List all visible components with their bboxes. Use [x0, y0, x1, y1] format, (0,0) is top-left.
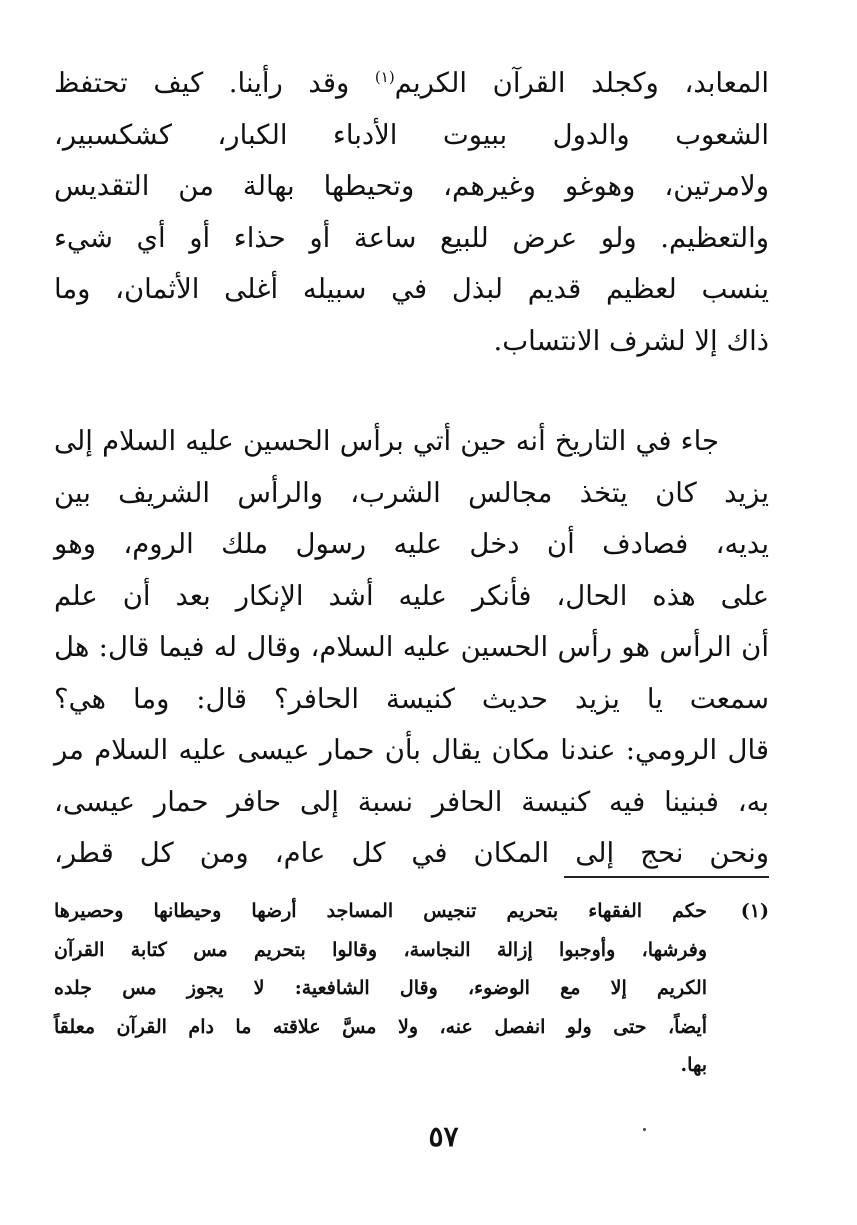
- paragraph-1-line-6: ذاك إلا لشرف الانتساب.: [493, 324, 769, 357]
- paragraph-1-line-3: ولامرتين، وهوغو وغيرهم، وتحيطها بهالة من التقديس: [54, 170, 769, 202]
- footnote-divider: [564, 876, 769, 878]
- footnote-line-1: حكم الفقهاء بتحريم تنجيس المساجد أرضها وحيطانها وحصيرها: [54, 900, 707, 922]
- paragraph-1-line-4: والتعظيم. ولو عرض للبيع ساعة أو حذاء أو أي شيء: [54, 221, 769, 254]
- paragraph-2-line-6: سمعت يا يزيد حديث كنيسة الحافر؟ قال: وما هي؟: [54, 682, 769, 715]
- paragraph-2-line-4: على هذه الحال، فأنكر عليه أشد الإنكار بعد أن علم: [54, 579, 769, 612]
- paragraph-1-line-1-head: المعابد، وكجلد القرآن الكريم: [394, 67, 769, 99]
- footnote-line-4: أيضاً، حتى ولو انفصل عنه، ولا مسَّ علاقته ما دام القرآن معلقاً: [54, 1015, 707, 1038]
- footnote-reference: (١): [374, 67, 395, 86]
- footnote-line-3: الكريم إلا مع الوضوء، وقال الشافعية: لا يجوز مس جلده: [54, 977, 707, 999]
- paragraph-2-line-7: قال الرومي: عندنا مكان يقال بأن حمار عيسى عليه السلام مر: [54, 734, 769, 766]
- paragraph-2-line-2: يزيد كان يتخذ مجالس الشرب، والرأس الشريف بين: [54, 476, 769, 509]
- paragraph-2-line-5: أن الرأس هو رأس الحسين عليه السلام، وقال له فيما قال: هل: [54, 631, 769, 663]
- footnote-line-5: بها.: [680, 1054, 707, 1076]
- footnote-line-2: وفرشها، وأوجبوا إزالة النجاسة، وقالوا بتحريم مس كتابة القرآن: [54, 938, 707, 961]
- footnote-marker: (١): [740, 900, 769, 922]
- paragraph-2-line-8: به، فبنينا فيه كنيسة الحافر نسبة إلى حافر حمار عيسى،: [54, 785, 769, 818]
- paragraph-1-line-1: [54, 58, 769, 110]
- paragraph-2: [54, 416, 769, 880]
- paragraph-2-line-9: ونحن نحج إلى المكان في كل عام، ومن كل قطر،: [54, 837, 769, 869]
- paragraph-1-line-5: ينسب لعظيم قديم لبذل في سبيله أغلى الأثمان، وما: [54, 273, 769, 305]
- paragraph-1-line-2: الشعوب والدول ببيوت الأدباء الكبار، كشكسبير،: [54, 118, 769, 151]
- page-number: ٥٧: [428, 1120, 459, 1153]
- footnote-body: [54, 892, 707, 1085]
- paragraph-1-line-1-tail: وقد رأينا. كيف تحتفظ: [54, 67, 375, 99]
- paragraph-1: [54, 58, 769, 367]
- paragraph-2-line-3: يديه، فصادف أن دخل عليه رسول ملك الروم، وهو: [54, 528, 769, 560]
- footnote: [54, 892, 769, 1085]
- paragraph-2-line-1: جاء في التاريخ أنه حين أتي برأس الحسين عليه السلام إلى: [54, 425, 719, 457]
